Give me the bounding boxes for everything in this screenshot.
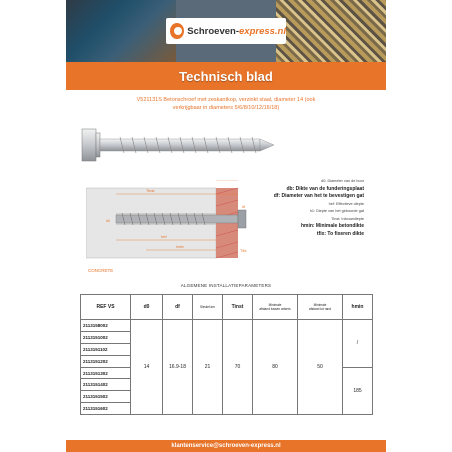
ref-cell: 2113151202 [81,355,131,367]
legend-item: Tinst: Inbouwdiepte [331,216,364,221]
label-df: df [242,205,245,209]
legend-item: db: Dikte van de funderingsplaat [286,185,364,192]
header-sw: Sleutel.km [193,295,223,320]
label-d0: d0 [106,219,110,223]
ref-cell: 2113151602 [81,403,131,415]
brand-name: Schroeven-express.nl [187,25,286,37]
logo-ring-icon [170,23,184,39]
label-tfix: Tfix [240,248,247,253]
description-line-1: V521131S Betonschroef met zeskantkop, verzinkt staal, diameter 14 (ook [136,97,316,103]
ref-cell: 2113151002 [81,331,131,343]
concrete-label: CONCRETE [88,268,114,273]
legend-item: hmin: Minimale betondikte [300,223,364,229]
label-hmin: hmin [176,245,184,249]
screws-photo [276,0,386,62]
d0-cell: 14 [131,320,163,415]
legend-item: hef: Effectieve diepte [328,201,364,206]
header-banner [66,0,386,62]
installation-diagram [86,180,251,270]
legend [252,178,364,238]
footer-bar [66,440,386,452]
screw-body [116,215,238,223]
screw-head-side [238,210,246,228]
header-hmin: hmin [343,295,373,320]
hmin-bottom-cell: 185 [343,367,373,415]
hmin-top-cell: / [343,320,373,368]
sw-cell: 21 [193,320,223,415]
min-edge-cell: 50 [298,320,343,415]
ref-cell: 2113151502 [81,391,131,403]
support-email-link[interactable]: klantenservice@schroeven-express.nl [171,443,281,449]
table-header-row [81,295,373,320]
screw-image [80,123,280,167]
label-hef: hef [161,234,167,239]
header-df: df [163,295,193,320]
installation-parameters-table [80,294,373,415]
tools-photo [66,0,176,62]
tinst-cell: 70 [223,320,253,415]
df-cell: 16.9-18 [163,320,193,415]
table-title: ALGEMENE INSTALLATIEPARAMETERS [180,283,272,288]
title-bar [66,62,386,90]
ref-cell: 2113151302 [81,367,131,379]
header-min-anchors: Minimale afstand tussen ankers [253,295,298,320]
header-tinst: Tinst [223,295,253,320]
product-description [66,96,386,112]
legend-item: df: Diameter van het te bevestigen gat [273,193,364,199]
ref-cell: 2113151402 [81,379,131,391]
header-d0: d0 [131,295,163,320]
brand-logo[interactable] [166,18,286,44]
legend-item: h1: Diepte van het geboorde gat [309,209,364,213]
ref-cell: 2113158002 [81,320,131,332]
page-title: Technisch blad [179,68,273,84]
legend-item: tfix: To fixeren dikte [316,230,364,237]
label-tinst: Tinst [146,188,155,193]
description-line-2: verkrijgbaar in diameters 5/6/8/10/12/16/18) [172,105,280,111]
min-anchors-cell: 80 [253,320,298,415]
ref-cell: 2113151102 [81,343,131,355]
screw-tip [260,139,274,151]
table-row [81,320,373,332]
header-ref: REF VS [81,295,131,320]
screw-head [82,129,100,161]
legend-item: d0: Diameter van de boor [321,179,364,183]
screw-shank [100,139,260,151]
header-min-edge: Minimale afstand tot rand [298,295,343,320]
